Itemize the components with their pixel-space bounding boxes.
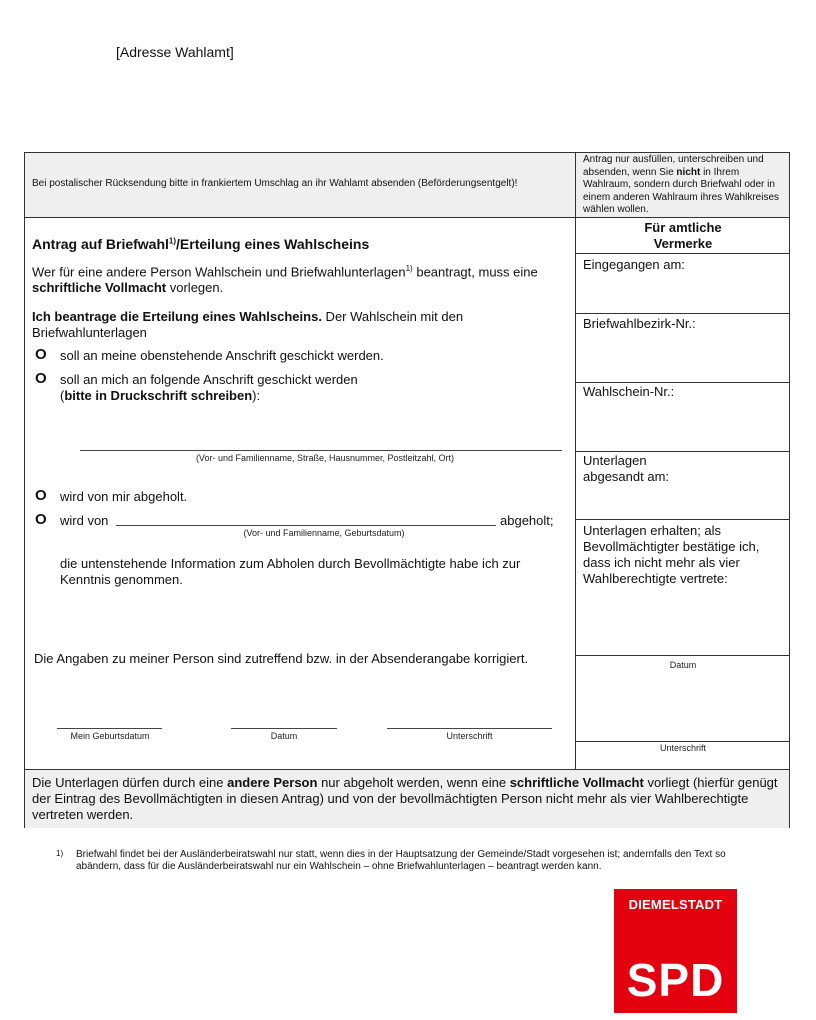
received-label: Eingegangen am: [583,257,685,272]
request-statement: Ich beantrage die Erteilung eines Wahlscheins. Der Wahlschein mit den Briefwahlunterlagen [32,309,464,340]
official-notes-heading: Für amtliche Vermerke [644,220,722,251]
birthdate-caption: Mein Geburtsdatum [70,731,150,741]
birthdate-input-line[interactable] [57,728,162,729]
pickup-proxy-rule: Die Unterlagen dürfen durch eine andere Person nur abgeholt werden, wenn eine schriftliche Vollmacht vorliegt (hierfür genügt der Eintrag des Bevollmächtigten in diesen Antrag) und von der bevollmächtigten Person nicht mehr als vier Wahlberechtigte vertreten werden. [32,775,778,822]
sidebar-date-caption: Datum [669,660,697,670]
logo-party-name: SPD [626,954,725,1006]
address-placeholder: [Adresse Wahlamt] [116,44,234,60]
address-input-line[interactable] [80,450,562,451]
pickup-info-ack: die untenstehende Information zum Abholen durch Bevollmächtigte habe ich zur Kenntnis genommen. [60,556,521,587]
district-label: Briefwahlbezirk-Nr.: [583,316,696,331]
option-proxy-pickup-label: wird von [60,513,109,528]
signature-caption: Unterschrift [446,731,493,741]
date-input-line[interactable] [231,728,337,729]
documents-received-label: Unterlagen erhalten; als Bevollmächtigter bestätige ich, dass ich nicht mehr als vier Wahlberechtigte vertrete: [583,523,760,586]
radio-option-other-address[interactable]: O [35,370,47,387]
data-confirmation: Die Angaben zu meiner Person sind zutreffend bzw. in der Absenderangabe korrigiert. [34,651,529,666]
radio-option-proxy-pickup[interactable]: O [35,511,47,528]
postal-return-notice: Bei postalischer Rücksendung bitte in frankiertem Umschlag an ihr Wahlamt absenden (Beförderungsentgelt)! [32,178,518,189]
logo-org-name: DIEMELSTADT [628,897,723,912]
proxy-name-input-line[interactable] [116,525,496,526]
option-self-pickup-label: wird von mir abgeholt. [60,489,188,504]
radio-option-self-pickup[interactable]: O [35,487,47,504]
signature-input-line[interactable] [387,728,552,729]
radio-option-own-address[interactable]: O [35,346,47,363]
documents-sent-label: Unterlagen abgesandt am: [583,453,670,484]
form-title: Antrag auf Briefwahl$^{1)}$/Erteilung eines Wahlscheins [32,236,370,252]
footnote-text: Briefwahl findet bei der Ausländerbeiratswahl nur statt, wenn dies in der Hauptsatzung der Gemeinde/Stadt vorgesehen ist; andernfalls den Text so abändern, dass für die Ausländerbeiratswahl nur ein Wahlschein – ohne Briefwahlunterlagen – beantragt werden kann. [76,849,726,872]
ballot-number-label: Wahlschein-Nr.: [583,384,675,399]
option-own-address-label: soll an meine obenstehende Anschrift geschickt werden. [60,348,384,363]
spd-logo [614,889,737,1013]
sidebar-signature-caption: Unterschrift [659,743,706,753]
footnote-marker: 1) [56,849,64,858]
option-proxy-pickup-end: abgeholt; [500,513,554,528]
option-other-address-label: soll an mich an folgende Anschrift geschickt werden (bitte in Druckschrift schreiben): [60,372,358,403]
fill-in-notice: Antrag nur ausfüllen, unterschreiben und absenden, wenn Sie nicht in Ihrem Wahlraum, sondern durch Briefwahl oder in einem anderen Wahlraum ihres Wahlkreises wählen wollen. [583,154,780,215]
proxy-name-caption: (Vor- und Familienname, Geburtsdatum) [243,528,405,538]
date-caption: Datum [270,731,298,741]
proxy-intro: Wer für eine andere Person Wahlschein und Briefwahlunterlagen$^{1)}$ beantragt, muss eine schriftliche Vollmacht vorlegen. [32,264,538,296]
address-caption: (Vor- und Familienname, Straße, Hausnummer, Postleitzahl, Ort) [195,453,455,463]
